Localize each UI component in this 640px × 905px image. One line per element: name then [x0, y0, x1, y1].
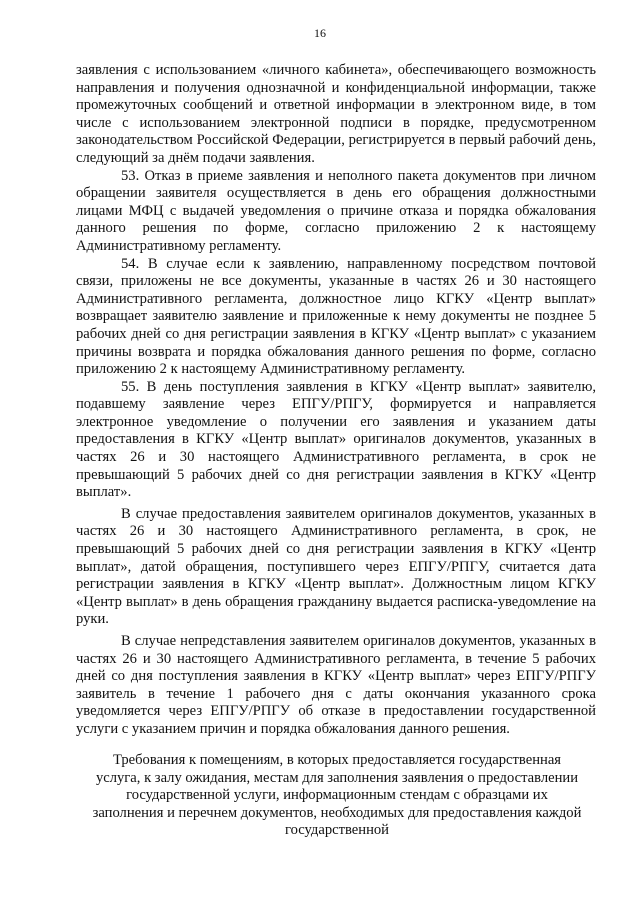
section-heading: Требования к помещениям, в которых предоставляется государственная услуга, к залу ожидания, местам для заполнения заявления о предоставлении государственной услуги, информационным стендам с образцами их заполнения и перечнем документов, необходимых для предоставления каждой государственной [92, 752, 582, 839]
paragraph-54: 54. В случае если к заявлению, направленному посредством почтовой связи, приложены не все документы, указанные в частях 26 и 30 настоящего Административного регламента, должностное лицо КГКУ «Центр выплат» возвращает заявителю заявление и приложенные к нему документы не позднее 5 рабочих дней со дня регистрации заявления в КГКУ «Центр выплат» с указанием причины возврата и порядка обжалования данного решения по форме, согласно приложению 2 к настоящему Административному регламенту. [76, 255, 596, 378]
paragraph-53: 53. Отказ в приеме заявления и неполного пакета документов при личном обращении заявителя осуществляется в день его обращения должностными лицами МФЦ с выдачей уведомления о причине отказа и порядка обжалования данного решения по форме, согласно приложению 2 к настоящему Административному регламенту. [76, 167, 596, 254]
page-number: 16 [314, 26, 326, 40]
paragraph-continuation: заявления с использованием «личного кабинета», обеспечивающего возможность направления и получения однозначной и конфиденциальной информации, также промежуточных сообщений и ответной информации в электронном виде, в том числе с использованием электронной подписи в порядке, предусмотренном законодательством Российской Федерации, регистрируется в первый рабочий день, следующий за днём подачи заявления. [76, 62, 596, 166]
paragraph-55: 55. В день поступления заявления в КГКУ «Центр выплат» заявителю, подавшему заявление через ЕПГУ/РПГУ, формируется и направляется электронное уведомление о получении его заявления и указанием даты предоставления в КГКУ «Центр выплат» оригиналов документов, указанных в частях 26 и 30 настоящего Административного регламента, в срок не превышающий 5 рабочих дней со дня регистрации заявления в КГКУ «Центр выплат». [76, 378, 596, 501]
paragraph-original-documents-provided: В случае предоставления заявителем оригиналов документов, указанных в частях 26 и 30 настоящего Административного регламента, в срок, не превышающий 5 рабочих дней со дня регистрации заявления в КГКУ «Центр выплат», датой обращения, поступившего через ЕПГУ/РПГУ, считается дата регистрации заявления в КГКУ «Центр выплат». Должностным лицом КГКУ «Центр выплат» в день обращения гражданину выдается расписка-уведомление на руки. [76, 505, 596, 628]
body-text [76, 62, 596, 739]
paragraph-original-documents-not-provided: В случае непредставления заявителем оригиналов документов, указанных в частях 26 и 30 настоящего Административного регламента, в течение 5 рабочих дней со дня поступления заявления в КГКУ «Центр выплат» через ЕПГУ/РПГУ заявитель в течение 1 рабочего дня с даты окончания указанного срока уведомляется через ЕПГУ/РПГУ об отказе в предоставлении государственной услуги с указанием причин и порядка обжалования данного решения. [76, 633, 596, 737]
